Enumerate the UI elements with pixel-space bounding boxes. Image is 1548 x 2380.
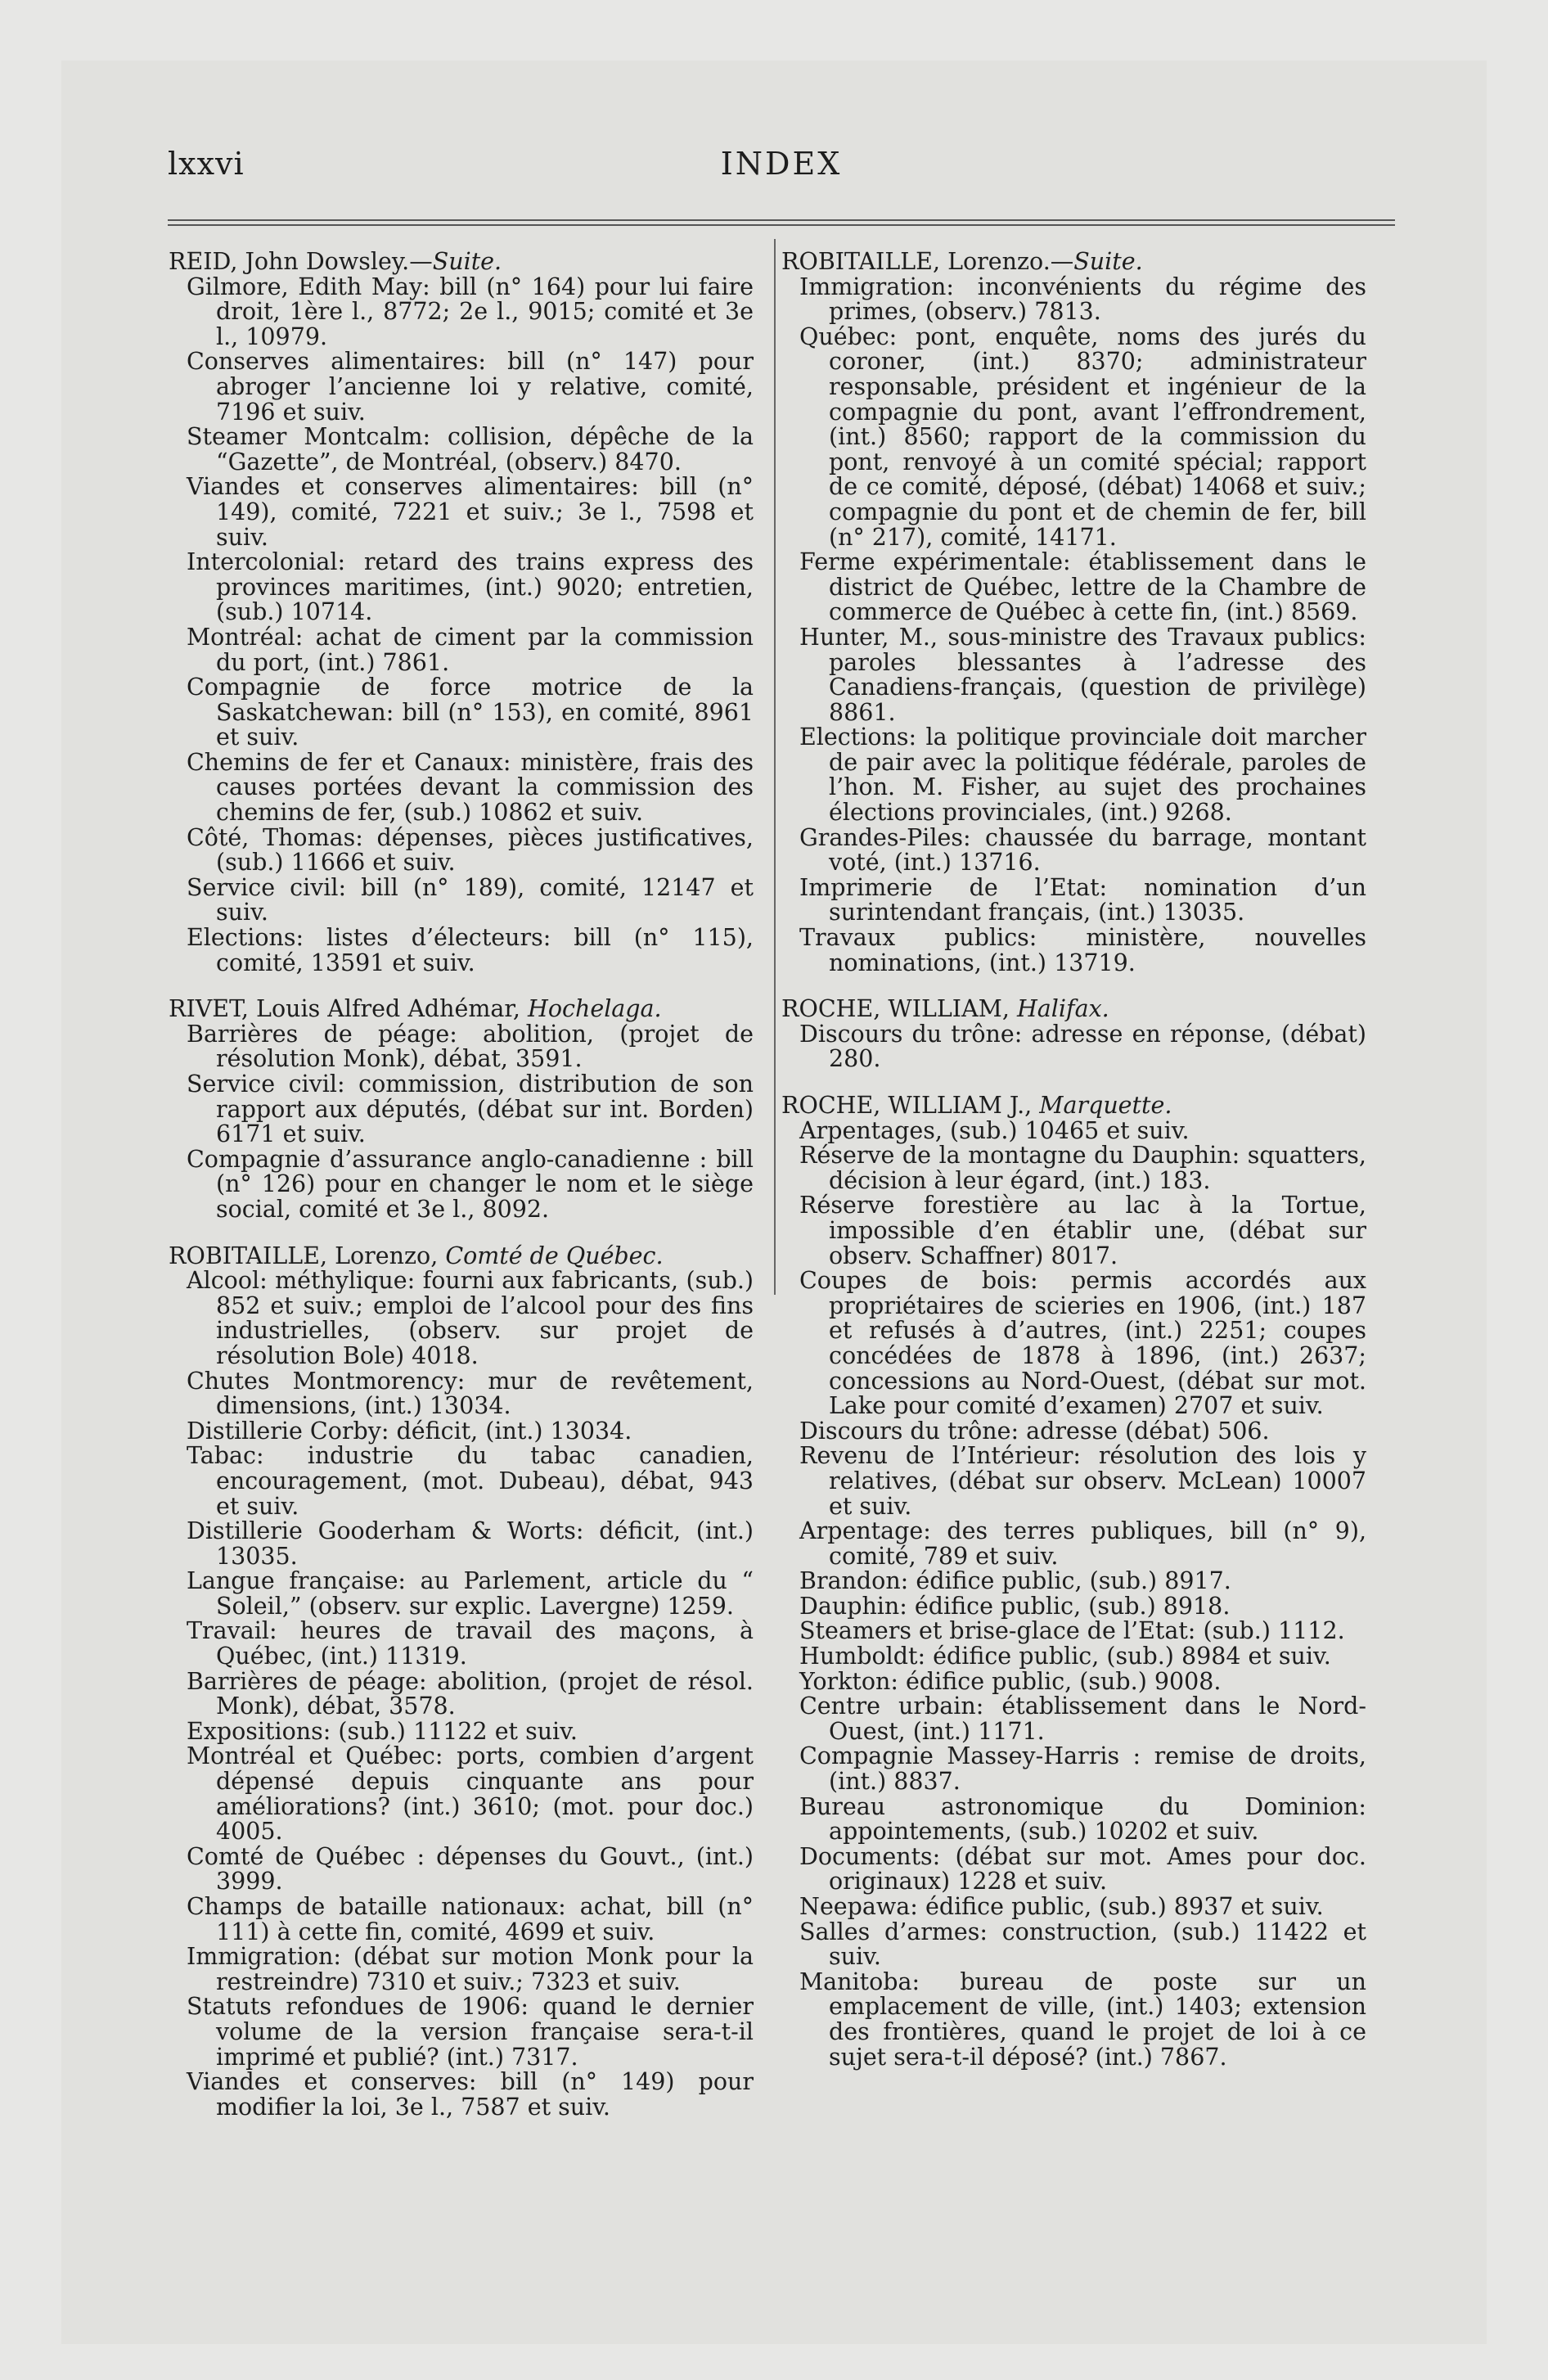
- index-subentry: Viandes et conserves: bill (n° 149) pour modifier la loi, 3e l., 7587 et suiv.: [187, 2068, 754, 2121]
- index-subentry: Arpentages, (sub.) 10465 et suiv.: [799, 1116, 1190, 1144]
- index-subentry: Compagnie d’assurance anglo-canadienne : bill (n° 126) pour en changer le nom et le siège social, comité et 3e l., 8092.: [187, 1145, 754, 1223]
- index-subentry: Montréal: achat de ciment par la commission du port, (int.) 7861.: [187, 623, 754, 676]
- index-subentry: Arpentage: des terres publiques, bill (n° 9), comité, 789 et suiv.: [799, 1517, 1366, 1570]
- index-subentry: Expositions: (sub.) 11122 et suiv.: [187, 1717, 578, 1745]
- index-subentry: Service civil: bill (n° 189), comité, 12147 et suiv.: [187, 873, 754, 926]
- index-subentry: Travaux publics: ministère, nouvelles nominations, (int.) 13719.: [799, 924, 1366, 976]
- constituency: Halifax.: [1016, 995, 1109, 1023]
- member-name: ROBITAILLE, Lorenzo,: [169, 1242, 446, 1269]
- index-subentry: Bureau astronomique du Dominion: appointements, (sub.) 10202 et suiv.: [799, 1792, 1366, 1846]
- index-subentry: Humboldt: édifice public, (sub.) 8984 et suiv.: [799, 1643, 1331, 1670]
- index-subentry: Québec: pont, enquête, noms des jurés du coroner, (int.) 8370; administrateur responsable, président et ingénieur de la compagnie du pont, avant l’effrondrement, (int.) 8560; rapport de la commission du pont, renvoyé à un comité spécial; rapport de ce comité, déposé, (débat) 14068 et suiv.; compagnie du pont et de chemin de fer, bill (n° 217), comité, 14171.: [799, 322, 1366, 551]
- index-subentry: Distillerie Gooderham & Worts: déficit, (int.) 13035.: [187, 1517, 754, 1570]
- index-entry: [169, 1244, 754, 2121]
- member-name: RIVET, Louis Alfred Adhémar,: [169, 995, 528, 1023]
- index-subentry: Immigration: inconvénients du régime des primes, (observ.) 7813.: [799, 273, 1366, 326]
- index-subentry: Brandon: édifice public, (sub.) 8917.: [799, 1567, 1231, 1595]
- page-title: INDEX: [720, 146, 843, 182]
- index-subentry: Comté de Québec : dépenses du Gouvt., (int.) 3999.: [187, 1842, 754, 1895]
- entry-heading: [781, 250, 1366, 275]
- index-subentry: Hunter, M., sous-ministre des Travaux publics: paroles blessantes à l’adresse des Canadiens-français, (question de privilège) 8861.: [799, 623, 1366, 726]
- header-rule-double: [168, 224, 1395, 226]
- index-subentry: Elections: la politique provinciale doit marcher de pair avec la politique fédérale, paroles de l’hon. M. Fisher, au sujet des prochaines élections provinciales, (int.) 9268.: [799, 723, 1366, 827]
- entry-heading: [169, 997, 754, 1022]
- index-subentry: Elections: listes d’électeurs: bill (n° 115), comité, 13591 et suiv.: [187, 924, 754, 976]
- index-subentry: Intercolonial: retard des trains express des provinces maritimes, (int.) 9020; entretien, (sub.) 10714.: [187, 548, 754, 626]
- index-subentry: Coupes de bois: permis accordés aux propriétaires de scieries en 1906, (int.) 187 et refusés à d’autres, (int.) 2251; coupes concédées de 1878 à 1896, (int.) 2637; concessions au Nord-Ouest, (débat sur mot. Lake pour comité d’examen) 2707 et suiv.: [799, 1267, 1366, 1420]
- index-entry: [169, 250, 754, 976]
- index-subentry: Montréal et Québec: ports, combien d’argent dépensé depuis cinquante ans pour améliorations? (int.) 3610; (mot. pour doc.) 4005.: [187, 1742, 754, 1846]
- member-name: ROCHE, WILLIAM,: [781, 995, 1017, 1023]
- index-subentry: Imprimerie de l’Etat: nomination d’un surintendant français, (int.) 13035.: [799, 873, 1366, 926]
- index-entry: [781, 250, 1366, 976]
- index-column-left: [169, 250, 754, 2141]
- index-subentry: Documents: (débat sur mot. Ames pour doc. originaux) 1228 et suiv.: [799, 1842, 1366, 1895]
- index-subentry: Neepawa: édifice public, (sub.) 8937 et suiv.: [799, 1893, 1324, 1920]
- index-subentry: Réserve forestière au lac à la Tortue, impossible d’en établir une, (débat sur observ. Schaffner) 8017.: [799, 1192, 1366, 1269]
- constituency: Suite.: [1073, 248, 1143, 275]
- member-name: ROBITAILLE, Lorenzo.—: [781, 248, 1074, 275]
- member-name: ROCHE, WILLIAM J.,: [781, 1092, 1040, 1119]
- index-subentry: Revenu de l’Intérieur: résolution des lois y relatives, (débat sur observ. McLean) 10007 et suiv.: [799, 1442, 1366, 1520]
- column-divider: [774, 239, 776, 1295]
- index-subentry: Viandes et conserves alimentaires: bill (n° 149), comité, 7221 et suiv.; 3e l., 7598 et suiv.: [187, 473, 754, 551]
- constituency: Hochelaga.: [528, 995, 662, 1023]
- index-subentry: Statuts refondues de 1906: quand le dernier volume de la version française sera-t-il imprimé et publié? (int.) 7317.: [187, 1993, 754, 2071]
- index-subentry: Réserve de la montagne du Dauphin: squatters, décision à leur égard, (int.) 183.: [799, 1142, 1366, 1194]
- index-subentry: Conserves alimentaires: bill (n° 147) pour abroger l’ancienne loi y relative, comité, 7196 et suiv.: [187, 348, 754, 426]
- index-subentry: Chutes Montmorency: mur de revêtement, dimensions, (int.) 13034.: [187, 1367, 754, 1420]
- index-subentry: Steamer Montcalm: collision, dépêche de la “Gazette”, de Montréal, (observ.) 8470.: [187, 423, 754, 476]
- entry-heading: [781, 997, 1366, 1022]
- index-subentry: Distillerie Corby: déficit, (int.) 13034.: [187, 1417, 632, 1445]
- header-rule: [168, 219, 1395, 221]
- constituency: Marquette.: [1039, 1092, 1172, 1119]
- running-header: [168, 146, 1395, 195]
- entry-heading: [169, 250, 754, 275]
- index-subentry: Steamers et brise-glace de l’Etat: (sub.) 1112.: [799, 1617, 1345, 1645]
- index-subentry: Langue française: au Parlement, article du “ Soleil,” (observ. sur explic. Lavergne) 1259.: [187, 1567, 754, 1620]
- entry-heading: [781, 1093, 1366, 1119]
- index-subentry: Centre urbain: établissement dans le Nord-Ouest, (int.) 1171.: [799, 1693, 1366, 1745]
- index-subentry: Barrières de péage: abolition, (projet de résol. Monk), débat, 3578.: [187, 1667, 754, 1720]
- index-subentry: Travail: heures de travail des maçons, à Québec, (int.) 11319.: [187, 1617, 754, 1670]
- index-subentry: Compagnie de force motrice de la Saskatchewan: bill (n° 153), en comité, 8961 et suiv.: [187, 674, 754, 751]
- index-subentry: Immigration: (débat sur motion Monk pour la restreindre) 7310 et suiv.; 7323 et suiv.: [187, 1943, 754, 1995]
- index-column-right: [781, 250, 1366, 2091]
- index-subentry: Dauphin: édifice public, (sub.) 8918.: [799, 1592, 1231, 1620]
- index-subentry: Gilmore, Edith May: bill (n° 164) pour lui faire droit, 1ère l., 8772; 2e l., 9015; comité et 3e l., 10979.: [187, 273, 754, 350]
- index-subentry: Grandes-Piles: chaussée du barrage, montant voté, (int.) 13716.: [799, 823, 1366, 877]
- index-subentry: Tabac: industrie du tabac canadien, encouragement, (mot. Dubeau), débat, 943 et suiv.: [187, 1442, 754, 1520]
- member-name: REID, John Dowsley.—: [169, 248, 433, 275]
- index-subentry: Discours du trône: adresse (débat) 506.: [799, 1417, 1270, 1445]
- index-subentry: Service civil: commission, distribution de son rapport aux députés, (débat sur int. Borden) 6171 et suiv.: [187, 1071, 754, 1148]
- index-entry: [781, 1093, 1366, 2070]
- index-subentry: Salles d’armes: construction, (sub.) 11422 et suiv.: [799, 1918, 1366, 1971]
- index-subentry: Manitoba: bureau de poste sur un emplacement de ville, (int.) 1403; extension des frontières, quand le projet de loi à ce sujet sera-t-il déposé? (int.) 7867.: [799, 1968, 1366, 2071]
- index-subentry: Compagnie Massey-Harris : remise de droits, (int.) 8837.: [799, 1742, 1366, 1796]
- entry-heading: [169, 1244, 754, 1269]
- index-subentry: Barrières de péage: abolition, (projet de résolution Monk), débat, 3591.: [187, 1020, 754, 1073]
- index-entry: [781, 997, 1366, 1072]
- index-subentry: Côté, Thomas: dépenses, pièces justificatives, (sub.) 11666 et suiv.: [187, 823, 754, 877]
- constituency: Comté de Québec.: [445, 1242, 664, 1269]
- page-number: lxxvi: [168, 146, 245, 182]
- index-subentry: Yorkton: édifice public, (sub.) 9008.: [799, 1667, 1222, 1695]
- index-subentry: Chemins de fer et Canaux: ministère, frais des causes portées devant la commission des chemins de fer, (sub.) 10862 et suiv.: [187, 748, 754, 827]
- index-subentry: Ferme expérimentale: établissement dans le district de Québec, lettre de la Chambre de commerce de Québec à cette fin, (int.) 8569.: [799, 548, 1366, 626]
- constituency: Suite.: [432, 248, 502, 275]
- index-subentry: Discours du trône: adresse en réponse, (débat) 280.: [799, 1020, 1366, 1073]
- index-entry: [169, 997, 754, 1222]
- index-subentry: Champs de bataille nationaux: achat, bill (n° 111) à cette fin, comité, 4699 et suiv.: [187, 1893, 754, 1945]
- index-subentry: Alcool: méthylique: fourni aux fabricants, (sub.) 852 et suiv.; emploi de l’alcool pour des fins industrielles, (observ. sur projet de résolution Bole) 4018.: [187, 1267, 754, 1369]
